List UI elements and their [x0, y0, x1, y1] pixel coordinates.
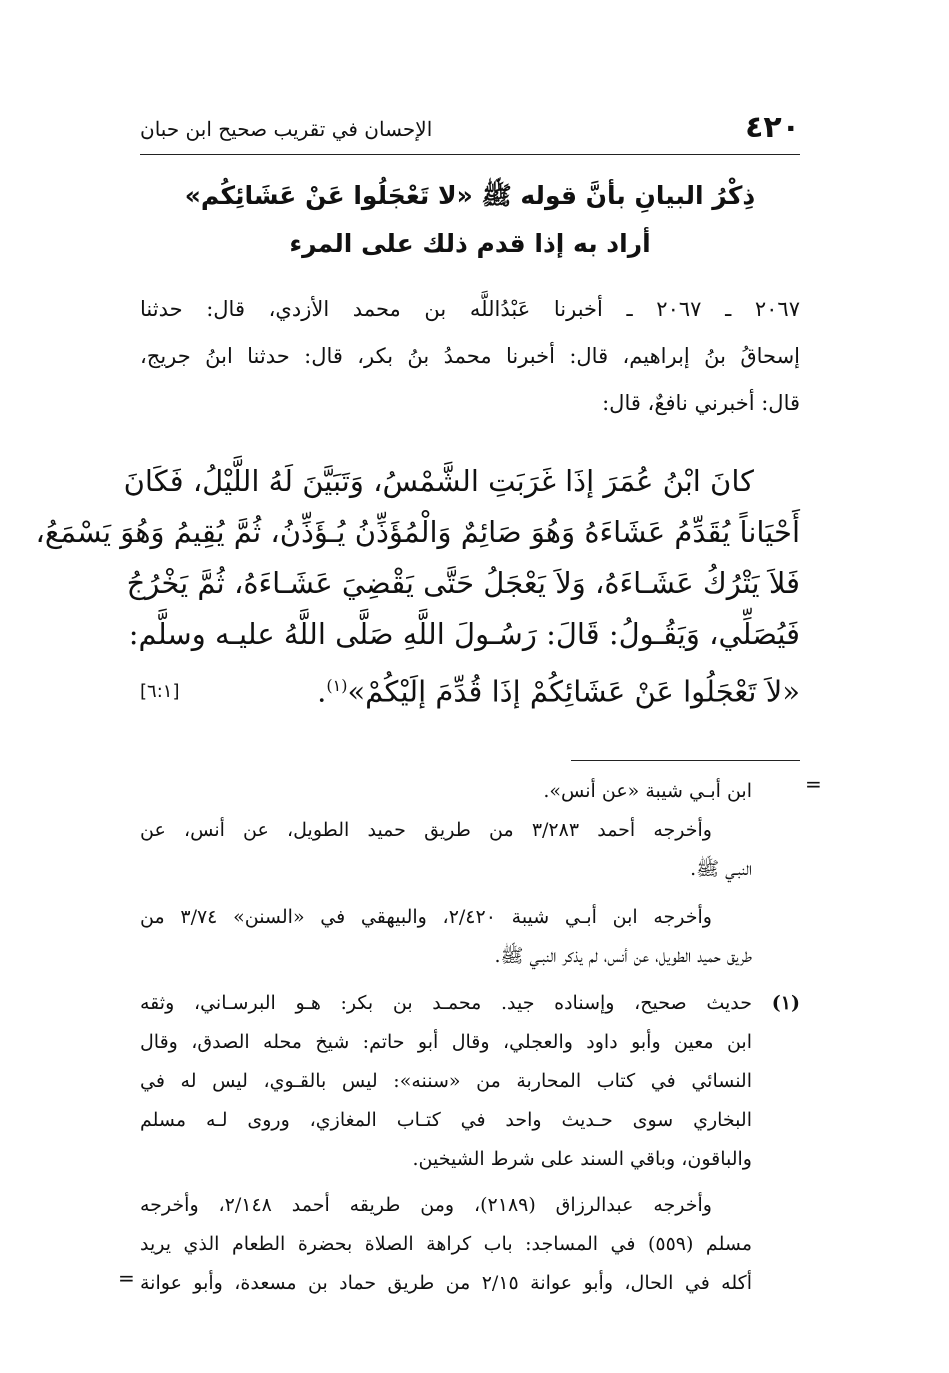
matn-line: أَحْيَاناً يُقَدِّمُ عَشَاءَهُ وَهُوَ صَائِمٌ وَالْمُؤَذِّنُ يُـؤَذِّنُ، ثُمَّ يُقِيمُ وَهُوَ يَسْمَعُ،	[35, 515, 800, 549]
footnote-line: طريق حميد الطويل، عن أنس، لم يذكر النبـي ﷺ.	[494, 945, 752, 967]
footnote-line: مسلم (٥٥٩) في المساجد: باب كراهة الصلاة بحضرة الطعام الذي يريد	[140, 1233, 752, 1255]
matn-line: فَيُصَلِّي، وَيَقُـولُ: قَالَ: رَسُـولَ اللَّهِ صَلَّى اللَّهُ عليـه وسلَّم:	[128, 617, 800, 651]
footnote-line: وأخرجه ابن أبـي شيبة ٢/٤٢٠، والبيهقي في «السنن» ٣/٧٤ من	[140, 906, 712, 928]
footnote-1-first-line	[140, 984, 800, 1023]
footnote-line: البخاري سوى حـديث واحد في كتـاب المغازي، وروى لـه مسلم	[140, 1109, 752, 1131]
header-rule	[140, 154, 800, 155]
source-citation: [٦:١]	[140, 681, 180, 702]
running-title: الإحسان في تقريب صحيح ابن حبان	[140, 117, 433, 141]
hadith-matn	[35, 456, 800, 711]
footnote-1	[140, 984, 800, 1179]
matn-line: كانَ ابْنُ عُمَرَ إذَا غَرَبَتِ الشَّمْسُ، وَتَبَيَّنَ لَهُ اللَّيْلُ، فَكَانَ	[123, 464, 754, 498]
end-continuation-marker: =	[118, 1266, 135, 1290]
footnote-line: حديث صحيح، وإسناده جيد. محمـد بن بكر: هـو البرسـاني، وثقه	[140, 992, 752, 1014]
isnad-line: إسحاقُ بنُ إبراهيم، قال: أخبرنا محمدُ بنُ بكر، قال: حدثنا ابنُ جريج،	[140, 344, 800, 368]
footnote-separator	[571, 760, 800, 761]
footnote-line: ابن أبـي شيبة «عن أنس».	[543, 780, 752, 802]
footnote-1-label: (١)	[771, 992, 800, 1014]
matn-line-final: «لاَ تَعْجَلُوا عَنْ عَشَائِكُمْ إذَا قُدِّمَ إلَيْكُمْ»$^{(١)}$.	[317, 674, 800, 709]
footnote-continued	[140, 772, 800, 889]
footnote-continued-2	[140, 898, 800, 976]
isnad-line: ٢٠٦٧ ـ ٢٠٦٧ ـ أخبرنا عَبْدُاللَّه بن محمد الأزدي، قال: حدثنا	[140, 297, 800, 321]
chapter-heading-line2: أراد به إذا قدم ذلك على المرء	[289, 229, 651, 258]
isnad-line: قال: أخبرني نافعٌ، قال:	[602, 391, 800, 415]
footnote-line: أكله في الحال، وأبو عوانة ٢/١٥ من طريق حماد بن مسعدة، وأبو عوانة	[140, 1272, 752, 1294]
hadith-isnad	[140, 286, 800, 427]
page-number: ٤٢٠	[745, 110, 800, 145]
page-header	[140, 108, 800, 148]
matn-line: فَلاَ يَتْرُكُ عَشَـاءَهُ، وَلاَ يَعْجَلُ حَتَّى يَقْضِيَ عَشَـاءَهُ، ثُمَّ يَخْرُجُ	[126, 566, 800, 600]
footnote-line: وأخرجه أحمد ٣/٢٨٣ من طريق حميد الطويل، عن أنس، عن	[140, 819, 712, 841]
chapter-heading-line1: ذِكْرُ البيانِ بأنَّ قوله ﷺ «لا تَعْجَلُوا عَنْ عَشَائِكُم»	[184, 181, 756, 210]
footnote-line: النسائي في كتاب المحاربة من «سننه»: ليس بالقـوي، ليس له في	[140, 1070, 752, 1092]
footnote-line: وأخرجه عبدالرزاق (٢١٨٩)، ومن طريقه أحمد ٢/١٤٨، وأخرجه	[140, 1194, 712, 1216]
footnote-line: ابن معين وأبو داود والعجلي، وقال أبو حاتم: شيخ محله الصدق، وقال	[140, 1031, 752, 1053]
footnote-reference[interactable]: (١)	[326, 676, 348, 695]
footnote-line: والباقون، وباقي السند على شرط الشيخين.	[412, 1148, 752, 1170]
matn-final-text: «لاَ تَعْجَلُوا عَنْ عَشَائِكُمْ إذَا قُدِّمَ إلَيْكُمْ»	[347, 674, 800, 709]
footnote-1-para2	[140, 1186, 800, 1303]
continuation-marker: =	[805, 772, 822, 796]
footnote-line: النبـي ﷺ.	[690, 858, 752, 880]
